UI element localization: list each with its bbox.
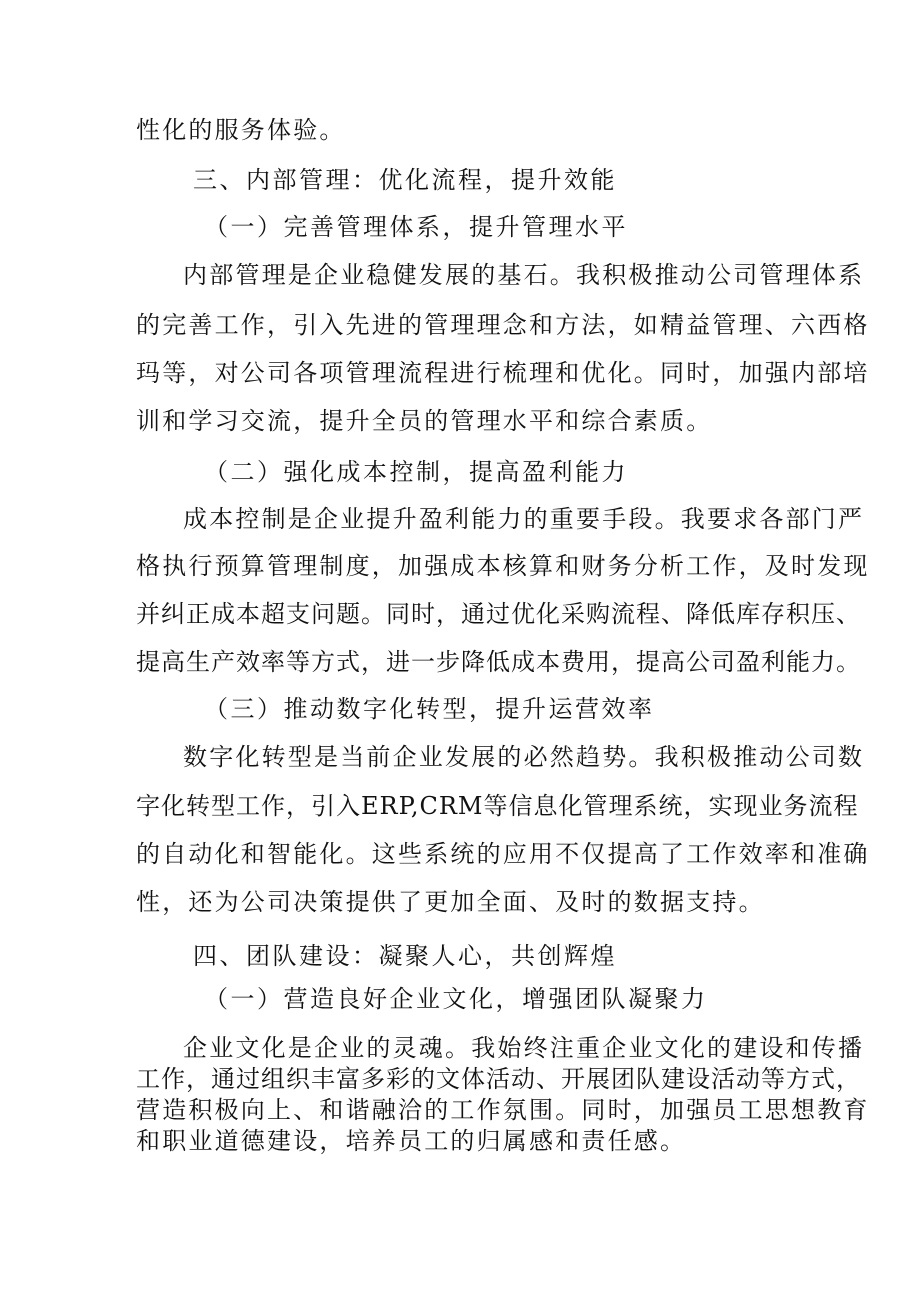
subsection-heading: （三）推动数字化转型，提升运营效率 bbox=[204, 695, 655, 723]
paragraph-line: 的自动化和智能化。这些系统的应用不仅提高了工作效率和准确 bbox=[136, 840, 870, 868]
paragraph-line: 性，还为公司决策提供了更加全面、及时的数据支持。 bbox=[136, 888, 765, 916]
section-heading: 四、团队建设：凝聚人心，共创辉煌 bbox=[193, 942, 617, 970]
paragraph-line: 训和学习交流，提升全员的管理水平和综合素质。 bbox=[136, 407, 713, 435]
paragraph-line: 数字化转型是当前企业发展的必然趋势。我积极推动公司数 bbox=[183, 743, 865, 771]
paragraph-line: 内部管理是企业稳健发展的基石。我积极推动公司管理体系 bbox=[183, 261, 865, 289]
paragraph-line: 字化转型工作，引入ERP,CRM等信息化管理系统，实现业务流程 bbox=[136, 792, 859, 820]
paragraph-line: 性化的服务体验。 bbox=[136, 116, 346, 144]
paragraph-line: 格执行预算管理制度，加强成本核算和财务分析工作，及时发现 bbox=[136, 552, 870, 580]
subsection-heading: （一）完善管理体系，提升管理水平 bbox=[204, 213, 628, 241]
paragraph-line: 的完善工作，引入先进的管理理念和方法，如精益管理、六西格 bbox=[136, 311, 870, 339]
paragraph-line: 玛等，对公司各项管理流程进行梳理和优化。同时，加强内部培 bbox=[136, 359, 870, 387]
paragraph-line: 营造积极向上、和谐融洽的工作氛围。同时，加强员工思想教育 bbox=[136, 1096, 870, 1124]
paragraph-line: 成本控制是企业提升盈利能力的重要手段。我要求各部门严 bbox=[183, 505, 865, 533]
paragraph-line: 提高生产效率等方式，进一步降低成本费用，提高公司盈利能力。 bbox=[136, 648, 861, 676]
paragraph-line: 企业文化是企业的灵魂。我始终注重企业文化的建设和传播 bbox=[183, 1034, 865, 1062]
paragraph-line: 并纠正成本超支问题。同时，通过优化采购流程、降低库存积压、 bbox=[136, 600, 861, 628]
subsection-heading: （一）营造良好企业文化，增强团队凝聚力 bbox=[204, 985, 708, 1013]
subsection-heading: （二）强化成本控制，提高盈利能力 bbox=[204, 458, 628, 486]
paragraph-line: 工作，通过组织丰富多彩的文体活动、开展团队建设活动等方式， bbox=[136, 1065, 861, 1093]
section-heading: 三、内部管理：优化流程，提升效能 bbox=[193, 166, 617, 194]
paragraph-line: 和职业道德建设，培养员工的归属感和责任感。 bbox=[136, 1127, 687, 1155]
